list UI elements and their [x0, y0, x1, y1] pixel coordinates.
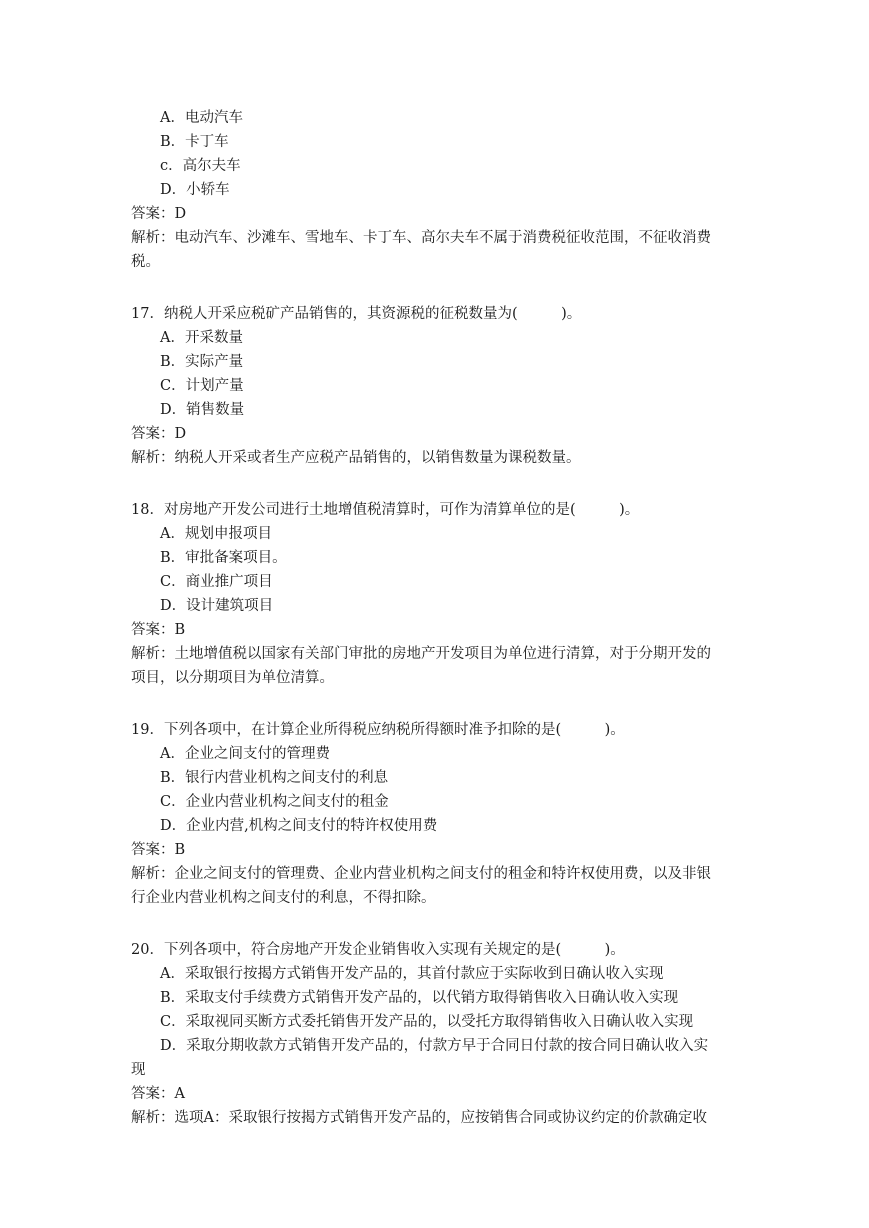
option-a: A．电动汽车 — [160, 110, 243, 126]
analysis-line: 解析：电动汽车、沙滩车、雪地车、卡丁车、高尔夫车不属于消费税征收范围，不征收消费 — [131, 230, 711, 246]
option-d: D．小轿车 — [160, 182, 230, 198]
option-d: D．企业内营,机构之间支付的特许权使用费 — [160, 818, 438, 834]
question-stem: 19．下列各项中，在计算企业所得税应纳税所得额时准予扣除的是( )。 — [131, 722, 625, 738]
spacer — [0, 274, 869, 302]
spacer — [0, 910, 869, 938]
analysis-line: 解析：选项A：采取银行按揭方式销售开发产品的，应按销售合同或协议约定的价款确定收 — [131, 1110, 707, 1126]
answer: 答案：B — [131, 842, 186, 858]
answer: 答案：B — [131, 622, 186, 638]
option-d: D．销售数量 — [160, 402, 245, 418]
question-stem: 20．下列各项中，符合房地产开发企业销售收入实现有关规定的是( )。 — [131, 942, 625, 958]
option-c: C．采取视同买断方式委托销售开发产品的，以受托方取得销售收入日确认收入实现 — [160, 1014, 694, 1030]
question-stem: 18．对房地产开发公司进行土地增值税清算时，可作为清算单位的是( )。 — [131, 502, 640, 518]
answer: 答案：A — [131, 1086, 185, 1102]
option-b: B．实际产量 — [160, 354, 244, 370]
option-a: A．采取银行按揭方式销售开发产品的，其首付款应于实际收到日确认收入实现 — [160, 966, 664, 982]
option-c: C．计划产量 — [160, 378, 244, 394]
answer: 答案：D — [131, 426, 187, 442]
option-a: A．开采数量 — [160, 330, 243, 346]
option-wrap-line: 现 — [131, 1062, 146, 1078]
option-c: C．企业内营业机构之间支付的租金 — [160, 794, 389, 810]
analysis-line: 解析：企业之间支付的管理费、企业内营业机构之间支付的租金和特许权使用费，以及非银 — [131, 866, 711, 882]
option-b: B．银行内营业机构之间支付的利息 — [160, 770, 389, 786]
option-b: B．审批备案项目。 — [160, 550, 287, 566]
question-stem: 17．纳税人开采应税矿产品销售的，其资源税的征税数量为( )。 — [131, 306, 582, 322]
answer: 答案：D — [131, 206, 187, 222]
analysis-line: 解析：土地增值税以国家有关部门审批的房地产开发项目为单位进行清算，对于分期开发的 — [131, 646, 711, 662]
analysis-line: 税。 — [131, 254, 160, 270]
option-a: A．规划申报项目 — [160, 526, 272, 542]
option-b: B．卡丁车 — [160, 134, 229, 150]
analysis-line: 行企业内营业机构之间支付的利息，不得扣除。 — [131, 890, 436, 906]
analysis-line: 项目，以分期项目为单位清算。 — [131, 670, 334, 686]
option-d: D．采取分期收款方式销售开发产品的，付款方早于合同日付款的按合同日确认收入实 — [160, 1038, 709, 1054]
option-a: A．企业之间支付的管理费 — [160, 746, 330, 762]
option-d: D．设计建筑项目 — [160, 598, 274, 614]
analysis-line: 解析：纳税人开采或者生产应税产品销售的，以销售数量为课税数量。 — [131, 450, 581, 466]
option-b: B．采取支付手续费方式销售开发产品的，以代销方取得销售收入日确认收入实现 — [160, 990, 679, 1006]
option-c: C．商业推广项目 — [160, 574, 273, 590]
spacer — [0, 470, 869, 498]
option-c: c．高尔夫车 — [160, 158, 241, 174]
spacer — [0, 690, 869, 718]
